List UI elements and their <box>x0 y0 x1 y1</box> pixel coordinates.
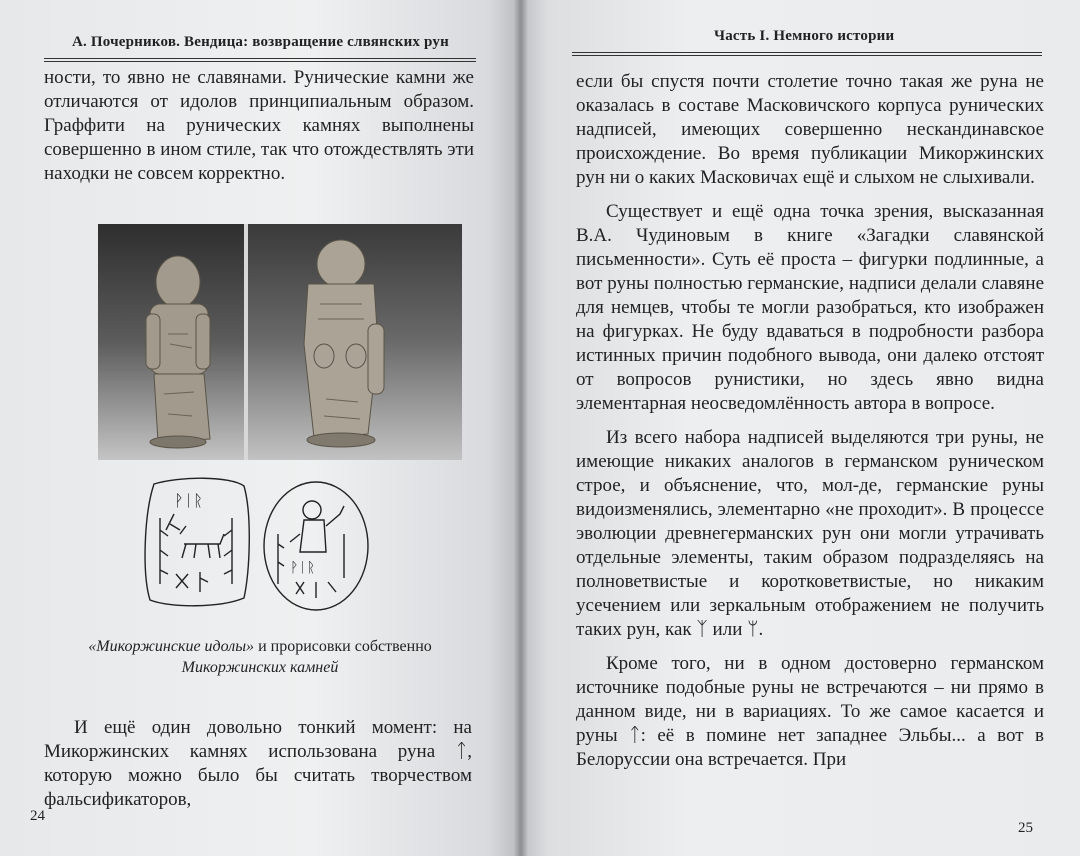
left-page <box>0 0 520 856</box>
stone-runes-left: ᚹᛁᚱ <box>174 491 203 510</box>
figure-caption <box>60 636 460 678</box>
stone-drawing-left <box>145 478 249 606</box>
caption-italic-1: «Микоржинские идолы» <box>88 638 255 655</box>
body-text-right <box>576 70 1044 772</box>
idol-figurine-left <box>146 256 210 448</box>
idols-photograph <box>98 224 462 460</box>
caption-italic-2: Микоржинских камней <box>181 659 339 676</box>
header-rule <box>572 55 1042 56</box>
stones-drawings <box>140 474 380 616</box>
page-number-left: 24 <box>30 808 45 824</box>
paragraph: Из всего набора надписей выделяются три руны, не имеющие никаких аналогов в германском руническом строе, и объяснение, что, мол-де, германские руны видоизменялись, элементарно «не проходит». В процессе эволюции древнегерманских рун они могли утрачивать отдельные элементы, таким образом подразделяясь на полноветвистые и коротковетвистые, но никаким усечением или зеркальным отображением не получить таких рун, как ᛉ или ᛘ. <box>576 427 1044 640</box>
idol-figurine-right <box>304 240 384 447</box>
header-rule <box>572 52 1042 53</box>
running-head-right: Часть I. Немного истории <box>714 28 895 44</box>
paragraph: Кроме того, ни в одном достоверно германском источнике подобные руны не встречаются – ни прямо в данном виде, ни в вариациях. То же самое касается и руны ᛏ: её в помине нет западнее Эльбы... а вот в Белоруссии она встречается. При <box>576 653 1044 770</box>
paragraph: ности, то явно не славянами. Рунические камни же отличаются от идолов принципиальным образом. Граффити на рунических камнях выполнены совершенно в ином стиле, так что отождествлять эти находки не совсем корректно. <box>44 67 474 184</box>
caption-plain: и прорисовки собственно <box>254 638 432 655</box>
paragraph: Существует и ещё одна точка зрения, высказанная В.А. Чудиновым в книге «Загадки славянской письменности». Суть её проста – фигурки подлинные, а вот руны полностью германские, надписи делали славяне для немцев, чтобы те могли разобраться, кто изображен на фигурках. Не буду вдаваться в подробности разбора истинных причин подобного вывода, они далеко отстоят от вопросов рунистики, но здесь явно видна элементарная неосведомлённость автора в вопросе. <box>576 201 1044 414</box>
book-gutter <box>514 0 528 856</box>
idol-figurines-image <box>98 224 462 460</box>
header-rule <box>44 58 476 59</box>
running-head-left: А. Почерников. Вендица: возвращение слвянских рун <box>72 34 449 50</box>
paragraph: И ещё один довольно тонкий момент: на Микоржинских камнях использована руна ᛏ, которую можно было бы считать творчеством фальсификаторов, <box>44 717 472 810</box>
right-page <box>520 0 1080 856</box>
body-text-top <box>44 66 474 186</box>
stone-drawing-right <box>264 482 368 610</box>
stone-runes-right: ᚹᛁᚱ <box>290 560 316 576</box>
body-text-bottom <box>44 716 472 812</box>
stones-drawing-svg <box>140 474 380 616</box>
header-rule <box>44 61 476 62</box>
page-number-right: 25 <box>1018 820 1033 836</box>
paragraph: если бы спустя почти столетие точно такая же руна не оказалась в составе Масковичского корпуса рунических надписей, имеющих совершенно нескандинавское происхождение. Во время публикации Микоржинских рун ни о каких Масковичах ещё и слыхом не слыхивали. <box>576 71 1044 188</box>
